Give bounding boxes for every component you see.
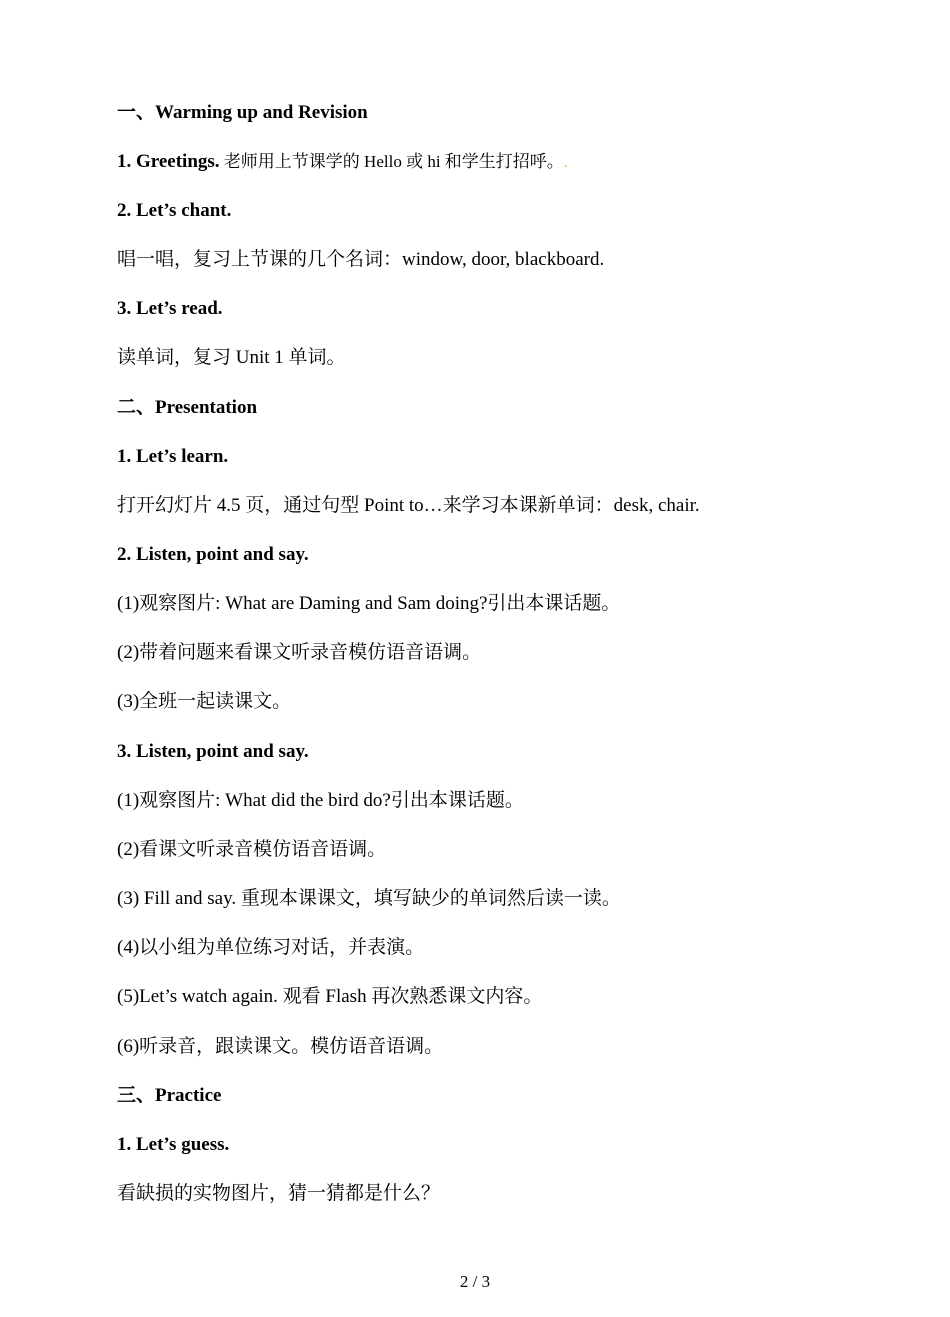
page-number: 2 / 3 [459,1272,491,1291]
list-item: (6)听录音，跟读课文。模仿语音语调。 [117,1036,444,1057]
item-title-read: 3. Let’s read. [117,298,223,319]
edit-mark: . [563,156,568,171]
item-text-learn: 打开幻灯片 4.5 页，通过句型 Point to…来学习本课新单词：desk, chair. [117,495,700,516]
item-title: 1. Greetings. [117,151,220,172]
list-item: (4)以小组为单位练习对话，并表演。 [117,937,425,958]
item-title-listen-2: 3. Listen, point and say. [117,741,309,762]
item-title-chant: 2. Let’s chant. [117,200,232,221]
list-item: (2)带着问题来看课文听录音模仿语音语调。 [117,642,482,663]
list-item: (3)全班一起读课文。 [117,691,292,712]
item-title-listen-1: 2. Listen, point and say. [117,544,309,565]
list-item: (2)看课文听录音模仿语音语调。 [117,839,387,860]
item-text-guess: 看缺损的实物图片，猜一猜都是什么？ [117,1183,441,1204]
section-heading-presentation: 二、Presentation [117,397,258,418]
list-item: (3) Fill and say. 重现本课课文，填写缺少的单词然后读一读。 [117,888,621,909]
section-heading-practice: 三、Practice [117,1085,222,1106]
section-heading-warming-up: 一、Warming up and Revision [117,102,368,123]
item-greetings [117,150,877,176]
item-text: 老师用上节课学的 Hello 或 hi 和学生打招呼。 [219,152,564,171]
item-title-learn: 1. Let’s learn. [117,446,229,467]
list-item: (1)观察图片: What are Daming and Sam doing?引出本课话题。 [117,593,621,614]
item-text-read: 读单词，复习 Unit 1 单词。 [117,347,346,368]
item-title-guess: 1. Let’s guess. [117,1134,230,1155]
list-item: (5)Let’s watch again. 观看 Flash 再次熟悉课文内容。 [117,986,543,1007]
item-text-chant: 唱一唱，复习上节课的几个名词：window, door, blackboard. [117,249,605,270]
list-item: (1)观察图片: What did the bird do?引出本课话题。 [117,790,524,811]
